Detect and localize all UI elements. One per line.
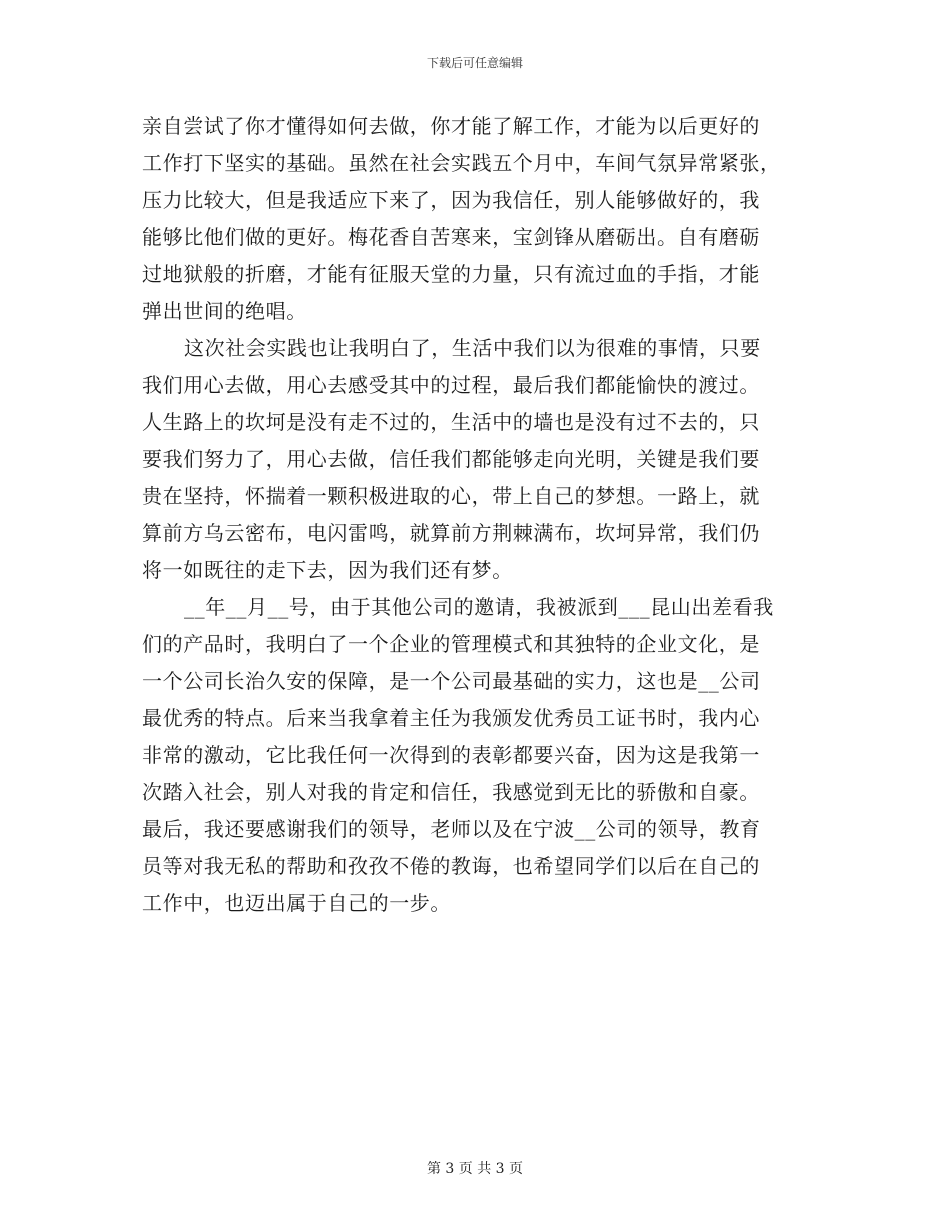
text-line: 将一如既往的走下去，因为我们还有梦。 xyxy=(142,558,513,582)
text-line: 次踏入社会，别人对我的肯定和信任，我感觉到无比的骄傲和自豪。 xyxy=(142,780,760,804)
text-line: 要我们努力了，用心去做，信任我们都能够走向光明，关键是我们要 xyxy=(142,447,760,471)
paragraph-1 xyxy=(142,108,808,330)
text-line: 最后，我还要感谢我们的领导，老师以及在宁波__公司的领导，教育 xyxy=(142,817,761,841)
text-line: 压力比较大，但是我适应下来了，因为我信任，别人能够做好的，我 xyxy=(142,188,760,212)
text-line: __年__月__号，由于其他公司的邀请，我被派到___昆山出差看我 xyxy=(184,595,774,619)
text-line: 一个公司长治久安的保障，是一个公司最基础的实力，这也是__公司 xyxy=(142,669,761,693)
text-line: 这次社会实践也让我明白了，生活中我们以为很难的事情，只要 xyxy=(184,336,761,360)
text-line: 我们用心去做，用心去感受其中的过程，最后我们都能愉快的渡过。 xyxy=(142,373,760,397)
text-line: 能够比他们做的更好。梅花香自苦寒来，宝剑锋从磨砺出。自有磨砺 xyxy=(142,225,760,249)
text-line: 亲自尝试了你才懂得如何去做，你才能了解工作，才能为以后更好的 xyxy=(142,114,760,138)
text-line: 们的产品时，我明白了一个企业的管理模式和其独特的企业文化，是 xyxy=(142,632,760,656)
text-line: 算前方乌云密布，电闪雷鸣，就算前方荆棘满布，坎坷异常，我们仍 xyxy=(142,521,760,545)
paragraph-3 xyxy=(142,589,808,922)
page-footer: 第 3 页 共 3 页 xyxy=(426,1161,524,1177)
text-line: 弹出世间的绝唱。 xyxy=(142,299,307,323)
document-body xyxy=(142,108,808,922)
text-line: 人生路上的坎坷是没有走不过的，生活中的墙也是没有过不去的，只 xyxy=(142,410,760,434)
text-line: 工作中，也迈出属于自己的一步。 xyxy=(142,891,451,915)
text-line: 贵在坚持，怀揣着一颗积极进取的心，带上自己的梦想。一路上，就 xyxy=(142,484,760,508)
text-line: 员等对我无私的帮助和孜孜不倦的教诲，也希望同学们以后在自己的 xyxy=(142,854,760,878)
paragraph-2 xyxy=(142,330,808,589)
text-line: 非常的激动，它比我任何一次得到的表彰都要兴奋，因为这是我第一 xyxy=(142,743,760,767)
text-line: 最优秀的特点。后来当我拿着主任为我颁发优秀员工证书时，我内心 xyxy=(142,706,760,730)
page-header: 下载后可任意编辑 xyxy=(426,56,523,70)
text-line: 工作打下坚实的基础。虽然在社会实践五个月中，车间气氛异常紧张， xyxy=(142,151,781,175)
text-line: 过地狱般的折磨，才能有征服天堂的力量，只有流过血的手指，才能 xyxy=(142,262,760,286)
